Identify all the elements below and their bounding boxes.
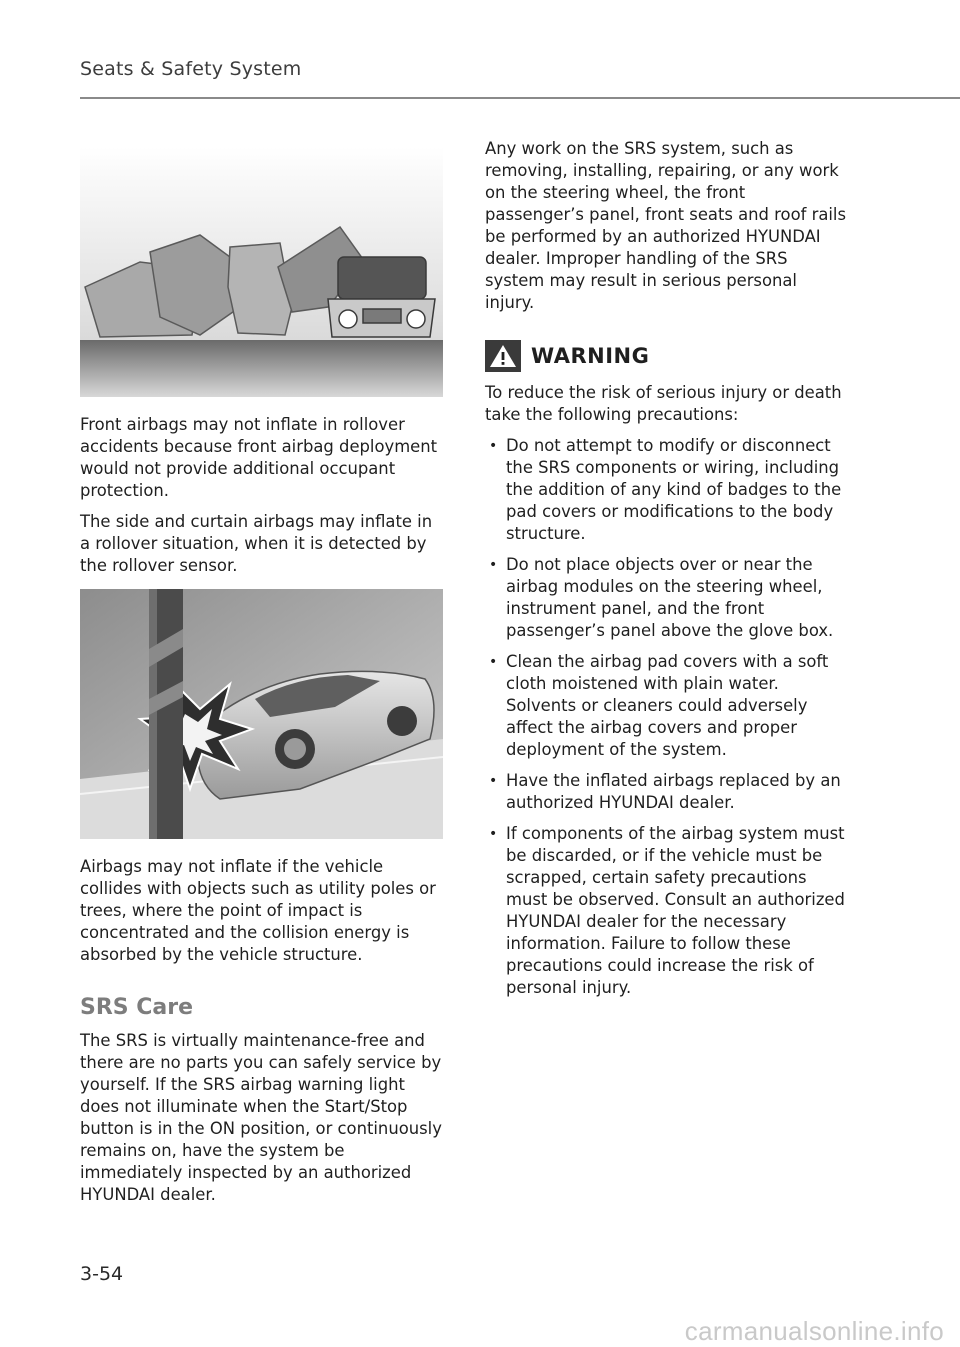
page-number: 3-54 (80, 1263, 124, 1285)
warning-intro: To reduce the risk of serious injury or death take the following precautions: (485, 383, 842, 424)
list-item: • Clean the airbag pad covers with a soft cloth moistened with plain water. Solvents or cleaners could adversely affect the airbag covers and proper deployment of the system. (485, 651, 849, 761)
running-header: Seats & Safety System (80, 58, 302, 80)
warning-triangle-icon (485, 340, 521, 372)
list-item: • Do not attempt to modify or disconnect the SRS components or wiring, including the addition of any kind of badges to the pad covers or modifications to the body structure. (485, 435, 849, 545)
left-column (80, 147, 444, 1215)
srs-work-text: Any work on the SRS system, such as removing, installing, repairing, or any work on the steering wheel, the front passenger’s panel, front seats and roof rails be performed by an authorized HYUNDAI dealer. Improper handling of the SRS system may result in serious personal injury. (485, 139, 847, 312)
pole-impact-text: Airbags may not inflate if the vehicle collides with objects such as utility poles or trees, where the point of impact is concentrated and the collision energy is absorbed by the vehicle structure. (80, 857, 436, 964)
list-item: • Do not place objects over or near the airbag modules on the steering wheel, instrument panel, and the front passenger’s panel above the glove box. (485, 554, 849, 642)
right-column (485, 138, 849, 1008)
srs-care-text: The SRS is virtually maintenance-free and there are no parts you can safely service by yourself. If the SRS airbag warning light does not illuminate when the Start/Stop button is in the ON position, or continuously remains on, have the system be immediately inspected by an authorized HYUNDAI dealer. (80, 1031, 442, 1204)
warning-title: WARNING (531, 344, 650, 368)
warning-list (485, 435, 849, 999)
list-item: • If components of the airbag system must be discarded, or if the vehicle must be scrapped, certain safety precautions must be observed. Consult an authorized HYUNDAI dealer for the necessary information. Failure to follow these precautions could increase the risk of personal injury. (485, 823, 849, 999)
srs-care-heading: SRS Care (80, 995, 194, 1020)
rollover-front-airbag-text: Front airbags may not inflate in rollover accidents because front airbag deployment would not provide additional occupant protection. (80, 415, 438, 500)
warning-header (485, 340, 849, 372)
rollover-illustration (80, 147, 443, 397)
pole-impact-illustration (80, 589, 443, 839)
list-item: • Have the inflated airbags replaced by an authorized HYUNDAI dealer. (485, 770, 849, 814)
watermark: carmanualsonline.info (684, 1316, 944, 1346)
rollover-side-airbag-text: The side and curtain airbags may inflate in a rollover situation, when it is detected by the rollover sensor. (80, 512, 433, 575)
header-divider (80, 97, 960, 99)
